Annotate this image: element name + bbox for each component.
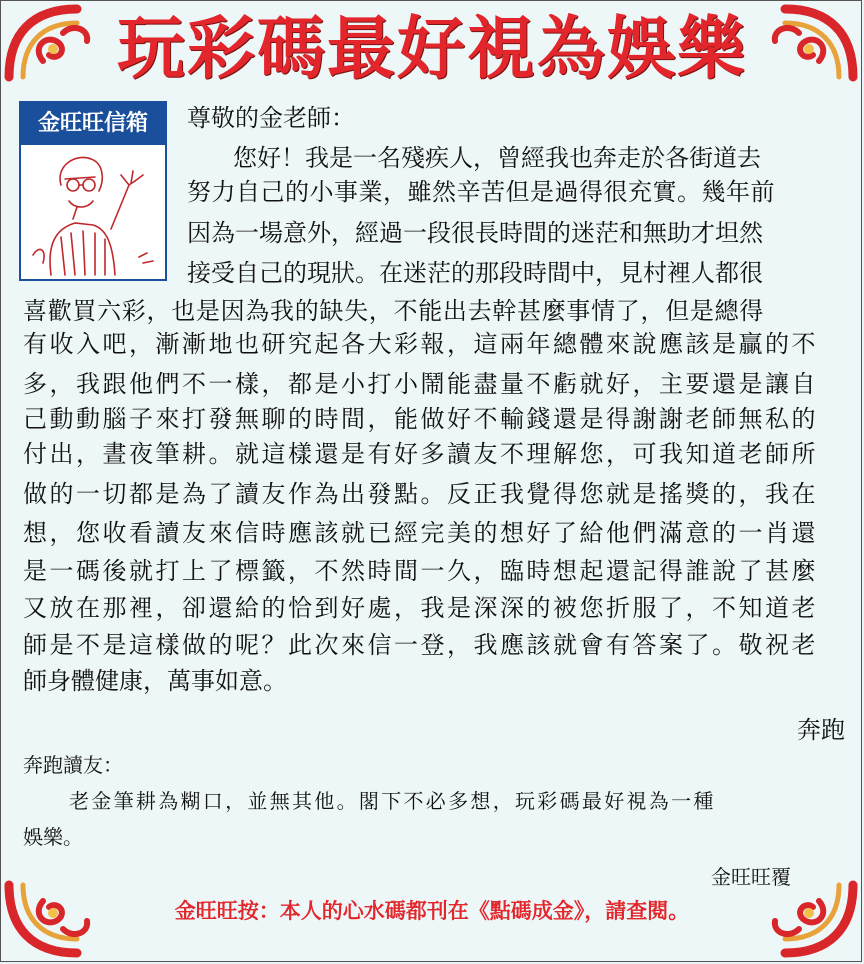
letter-line: 有收入吧，漸漸地也研究起各大彩報，這兩年總體來說應該是贏的不 bbox=[23, 330, 818, 358]
letter-line: 想，您收看讀友來信時應該就已經完美的想好了給他們滿意的一肖還 bbox=[23, 519, 818, 547]
letter-salutation: 尊敬的金老師： bbox=[187, 104, 355, 132]
portrait-illustration bbox=[21, 145, 165, 279]
footer-note: 金旺旺按：本人的心水碼都刊在《點碼成金》，請查閱。 bbox=[174, 899, 690, 923]
letter-line: 接受自己的現狀。在迷茫的那段時間中，見村裡人都很 bbox=[187, 259, 763, 287]
reply-line: 娛樂。 bbox=[23, 825, 83, 849]
letter-line: 多，我跟他們不一樣，都是小打小鬧能盡量不虧就好，主要還是讓自 bbox=[23, 370, 818, 398]
reply-line: 老金筆耕為糊口，並無其他。閣下不必多想，玩彩碼最好視為一種 bbox=[69, 789, 716, 813]
letter-line: 做的一切都是為了讀友作為出發點。反正我覺得您就是搖獎的，我在 bbox=[23, 480, 818, 508]
letter-line: 因為一場意外，經過一段很長時間的迷茫和無助才坦然 bbox=[187, 219, 763, 247]
letter-line: 喜歡買六彩，也是因為我的缺失，不能出去幹甚麼事情了，但是總得 bbox=[23, 297, 764, 325]
mailbox-header-box bbox=[19, 101, 167, 281]
letter-line: 師身體健康，萬事如意。 bbox=[23, 667, 287, 695]
letter-signature: 奔跑 bbox=[797, 716, 845, 744]
letter-line: 您好！我是一名殘疾人，曾經我也奔走於各街道去 bbox=[233, 144, 761, 172]
letter-line: 努力自己的小事業，雖然辛苦但是過得很充實。幾年前 bbox=[187, 178, 775, 206]
letter-line: 師是不是這樣做的呢？此次來信一登，我應該就會有答案了。敬祝老 bbox=[23, 631, 818, 659]
reply-salutation: 奔跑讀友： bbox=[23, 753, 123, 777]
letter-line: 是一碼後就打上了標籤，不然時間一久，臨時想起還記得誰說了甚麼 bbox=[23, 557, 818, 585]
letter-line: 付出，晝夜筆耕。就這樣還是有好多讀友不理解您，可我知道老師所 bbox=[23, 440, 818, 468]
reply-signature: 金旺旺覆 bbox=[711, 865, 791, 889]
letter-line: 己動動腦子來打發無聊的時間，能做好不輸錢還是得謝謝老師無私的 bbox=[23, 405, 818, 433]
letter-line: 又放在那裡，卻還給的恰到好處，我是深深的被您折服了，不知道老 bbox=[23, 594, 818, 622]
mailbox-label: 金旺旺信箱 bbox=[21, 103, 165, 145]
page-title: 玩彩碼最好視為娛樂 bbox=[116, 9, 747, 89]
